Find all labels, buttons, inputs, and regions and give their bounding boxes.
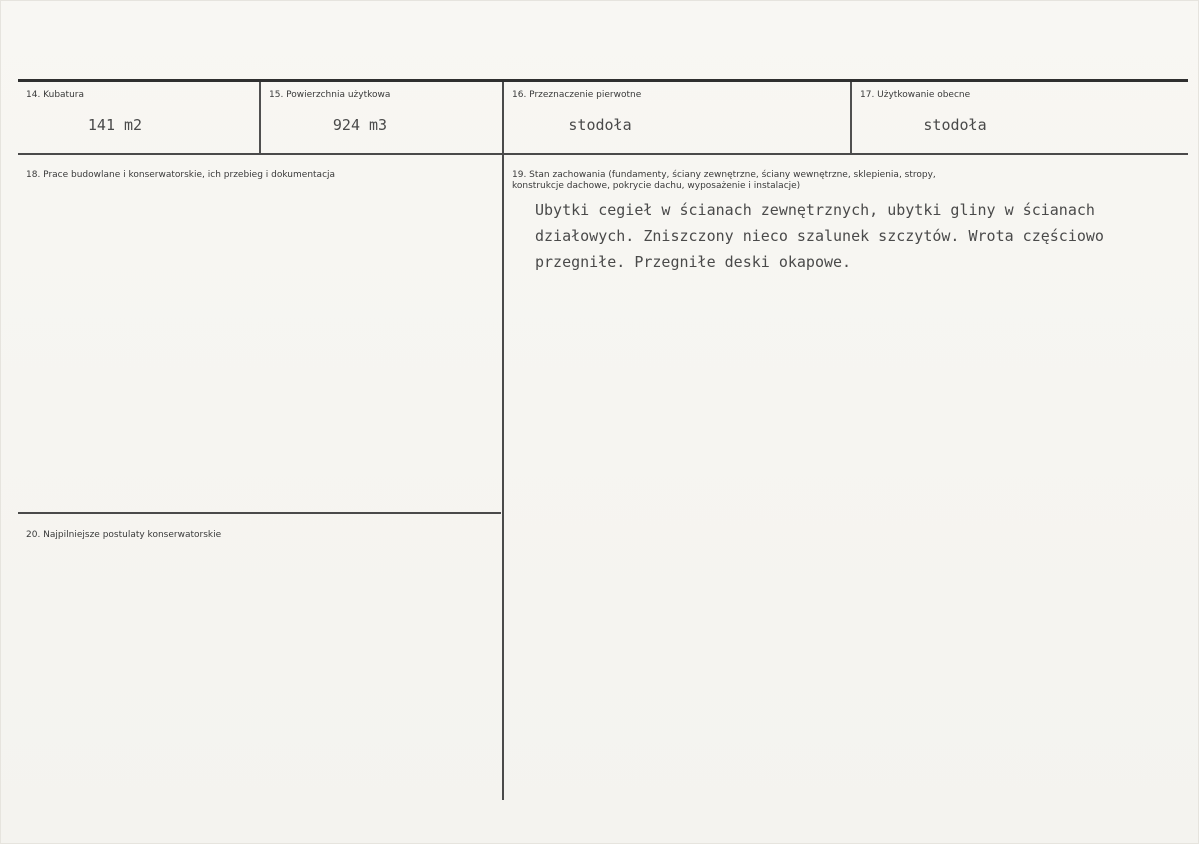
notes-line: działowych. Zniszczony nieco szalunek szczytów. Wrota częściowo — [535, 227, 1104, 245]
notes-line: Ubytki cegieł w ścianach zewnętrznych, ubytki gliny w ścianach — [535, 201, 1095, 219]
top-rule — [18, 79, 1188, 82]
field-16-label: 16. Przeznaczenie pierwotne — [512, 90, 642, 100]
field-17-value: stodoła — [923, 116, 987, 134]
left-section-rule — [18, 512, 501, 514]
field-14-label: 14. Kubatura — [26, 90, 85, 100]
column-divider-1 — [259, 82, 261, 153]
column-divider-main — [502, 82, 504, 800]
field-17-label: 17. Użytkowanie obecne — [860, 90, 971, 100]
field-19-label-line-2: konstrukcje dachowe, pokrycie dachu, wyposażenie i instalacje) — [512, 181, 801, 191]
field-19-typed-notes — [535, 197, 1185, 275]
field-19-label-line-1: 19. Stan zachowania (fundamenty, ściany zewnętrzne, ściany wewnętrzne, sklepienia, stropy, — [512, 170, 936, 180]
notes-line: przegniłe. Przegniłe deski okapowe. — [535, 253, 852, 271]
field-18-label: 18. Prace budowlane i konserwatorskie, ich przebieg i dokumentacja — [26, 170, 336, 180]
field-20-label: 20. Najpilniejsze postulaty konserwatorskie — [26, 530, 222, 540]
middle-rule — [18, 153, 1188, 155]
column-divider-3 — [850, 82, 852, 153]
field-16-value: stodoła — [568, 116, 632, 134]
field-15-label: 15. Powierzchnia użytkowa — [269, 90, 391, 100]
field-14-value: 141 m2 — [87, 116, 143, 134]
field-15-value: 924 m3 — [332, 116, 388, 134]
